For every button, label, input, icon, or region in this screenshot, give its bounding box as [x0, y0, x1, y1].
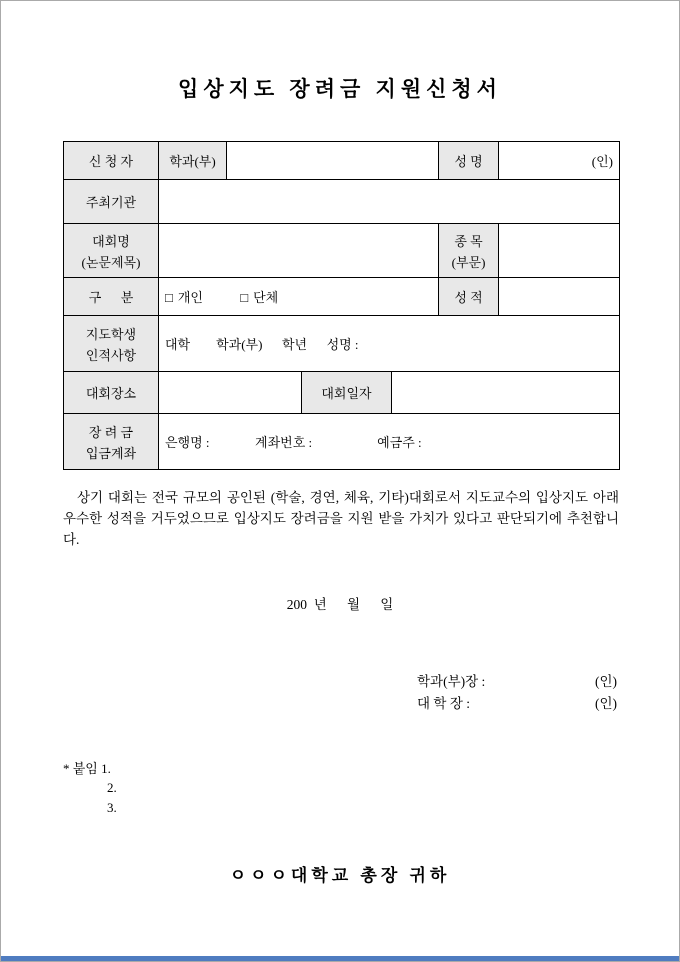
competition-input-cell [159, 224, 439, 278]
division-options-cell [159, 278, 439, 316]
group-label: 단체 [253, 290, 279, 305]
recommendation-text: 상기 대회는 전국 규모의 공인된 (학술, 경연, 체육, 기타)대회로서 지도교수의 입상지도 아래 우수한 성적을 거두었으므로 입상지도 장려금을 지원 받을 가치가 있다고 판단되기에 추천합니다. [63, 490, 619, 547]
applicant-label: 신 청 자 [64, 142, 159, 180]
checkbox-icon: □ [165, 290, 173, 305]
division-label: 구 분 [64, 278, 159, 316]
account-label: 장 려 금 입금계좌 [64, 414, 159, 470]
venue-input-cell [159, 372, 302, 414]
category-label: 종 목 (부문) [439, 224, 499, 278]
competition-label: 대회명 (논문제목) [64, 224, 159, 278]
attachment-item-2: 2. [107, 780, 117, 796]
dept-input-cell [227, 142, 439, 180]
dept-head-label: 학과(부)장 : [417, 673, 486, 689]
row-applicant [64, 142, 620, 180]
signature-dean [417, 693, 617, 715]
application-form-table [63, 141, 620, 470]
checkbox-icon: □ [240, 290, 249, 305]
signature-dept-head [417, 671, 617, 693]
signature-block [417, 671, 617, 715]
student-label: 지도학생 인적사항 [64, 316, 159, 372]
grade-label: 성 적 [439, 278, 499, 316]
date-line: 200 년 월 일 [286, 596, 394, 612]
attachment-item-3: 3. [107, 799, 117, 815]
host-label: 주최기관 [64, 180, 159, 224]
attachment-item-1: * 붙임 1. [63, 760, 111, 776]
date-label: 대회일자 [302, 372, 392, 414]
dean-label: 대 학 장 : [417, 695, 470, 711]
applicant-seal: (인) [499, 142, 620, 180]
category-input-cell [499, 224, 620, 278]
checkbox-group [240, 287, 278, 306]
bottom-blue-bar [1, 956, 679, 961]
dept-label: 학과(부) [159, 142, 227, 180]
row-venue [64, 372, 620, 414]
grade-input-cell [499, 278, 620, 316]
row-student [64, 316, 620, 372]
dean-seal: (인) [594, 695, 617, 711]
row-host [64, 180, 620, 224]
host-input-cell [159, 180, 620, 224]
document-content [1, 73, 679, 886]
date-input-cell [392, 372, 620, 414]
row-competition [64, 224, 620, 278]
row-account [64, 414, 620, 470]
row-division [64, 278, 620, 316]
name-label: 성 명 [439, 142, 499, 180]
student-fields-cell: 대학 학과(부) 학년 성명 : [159, 316, 620, 372]
individual-label: 개인 [177, 290, 203, 305]
checkbox-individual [165, 287, 203, 306]
page-title: 입상지도 장려금 지원신청서 [178, 77, 502, 101]
attachment-list [63, 759, 617, 818]
account-fields-cell: 은행명 : 계좌번호 : 예금주 : [159, 414, 620, 470]
addressee-line: ㅇㅇㅇ대학교 총장 귀하 [229, 866, 451, 886]
dept-head-seal: (인) [594, 673, 617, 689]
venue-label: 대회장소 [64, 372, 159, 414]
